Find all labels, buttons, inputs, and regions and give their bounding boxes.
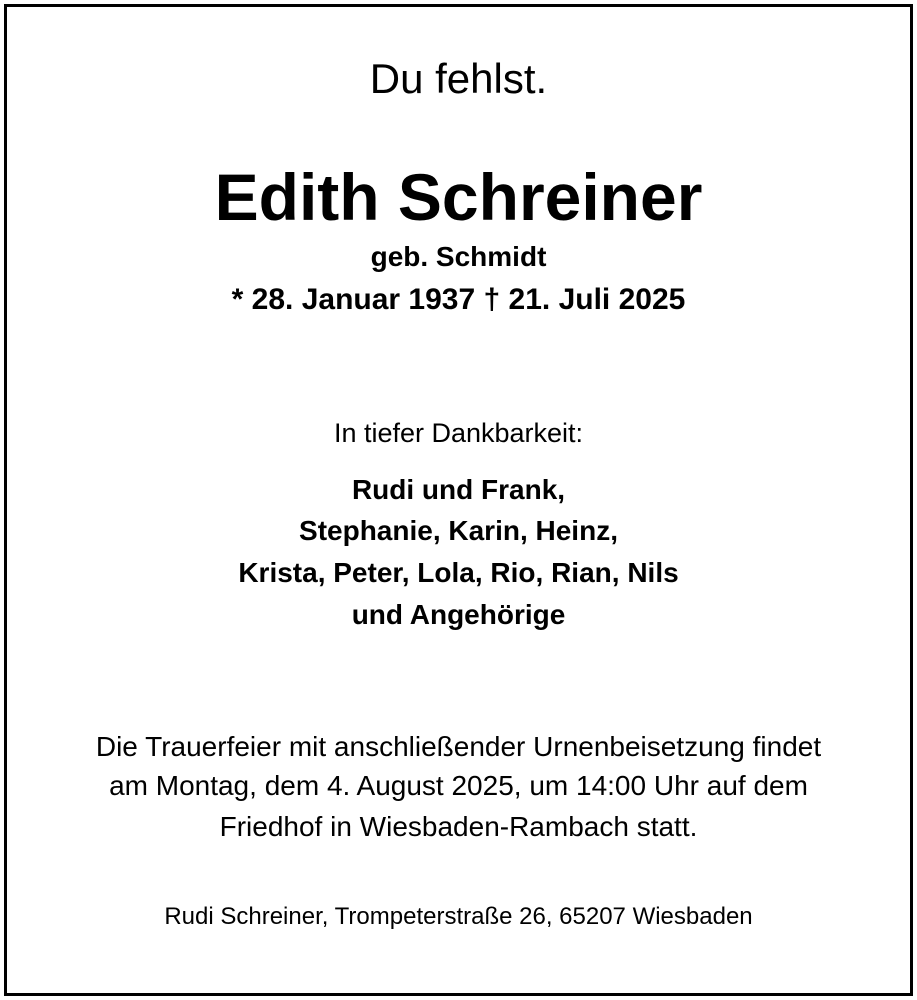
deceased-name: Edith Schreiner (214, 160, 703, 234)
motto: Du fehlst. (369, 55, 548, 102)
ceremony-line: am Montag, dem 4. August 2025, um 14:00 Uhr auf dem (109, 770, 808, 801)
life-dates: * 28. Januar 1937 † 21. Juli 2025 (231, 283, 686, 316)
mourner-line: und Angehörige (351, 599, 566, 630)
mourner-line: Stephanie, Karin, Heinz, (299, 515, 618, 546)
maiden-name: geb. Schmidt (370, 241, 547, 272)
contact-address: Rudi Schreiner, Trompeterstraße 26, 65207 Wiesbaden (164, 903, 753, 930)
thanks-intro: In tiefer Dankbarkeit: (333, 418, 584, 448)
mourner-line: Krista, Peter, Lola, Rio, Rian, Nils (238, 557, 679, 588)
mourner-line: Rudi und Frank, (351, 474, 566, 505)
ceremony-line: Die Trauerfeier mit anschließender Urnenbeisetzung findet (95, 731, 822, 762)
ceremony-line: Friedhof in Wiesbaden-Rambach statt. (219, 811, 698, 842)
